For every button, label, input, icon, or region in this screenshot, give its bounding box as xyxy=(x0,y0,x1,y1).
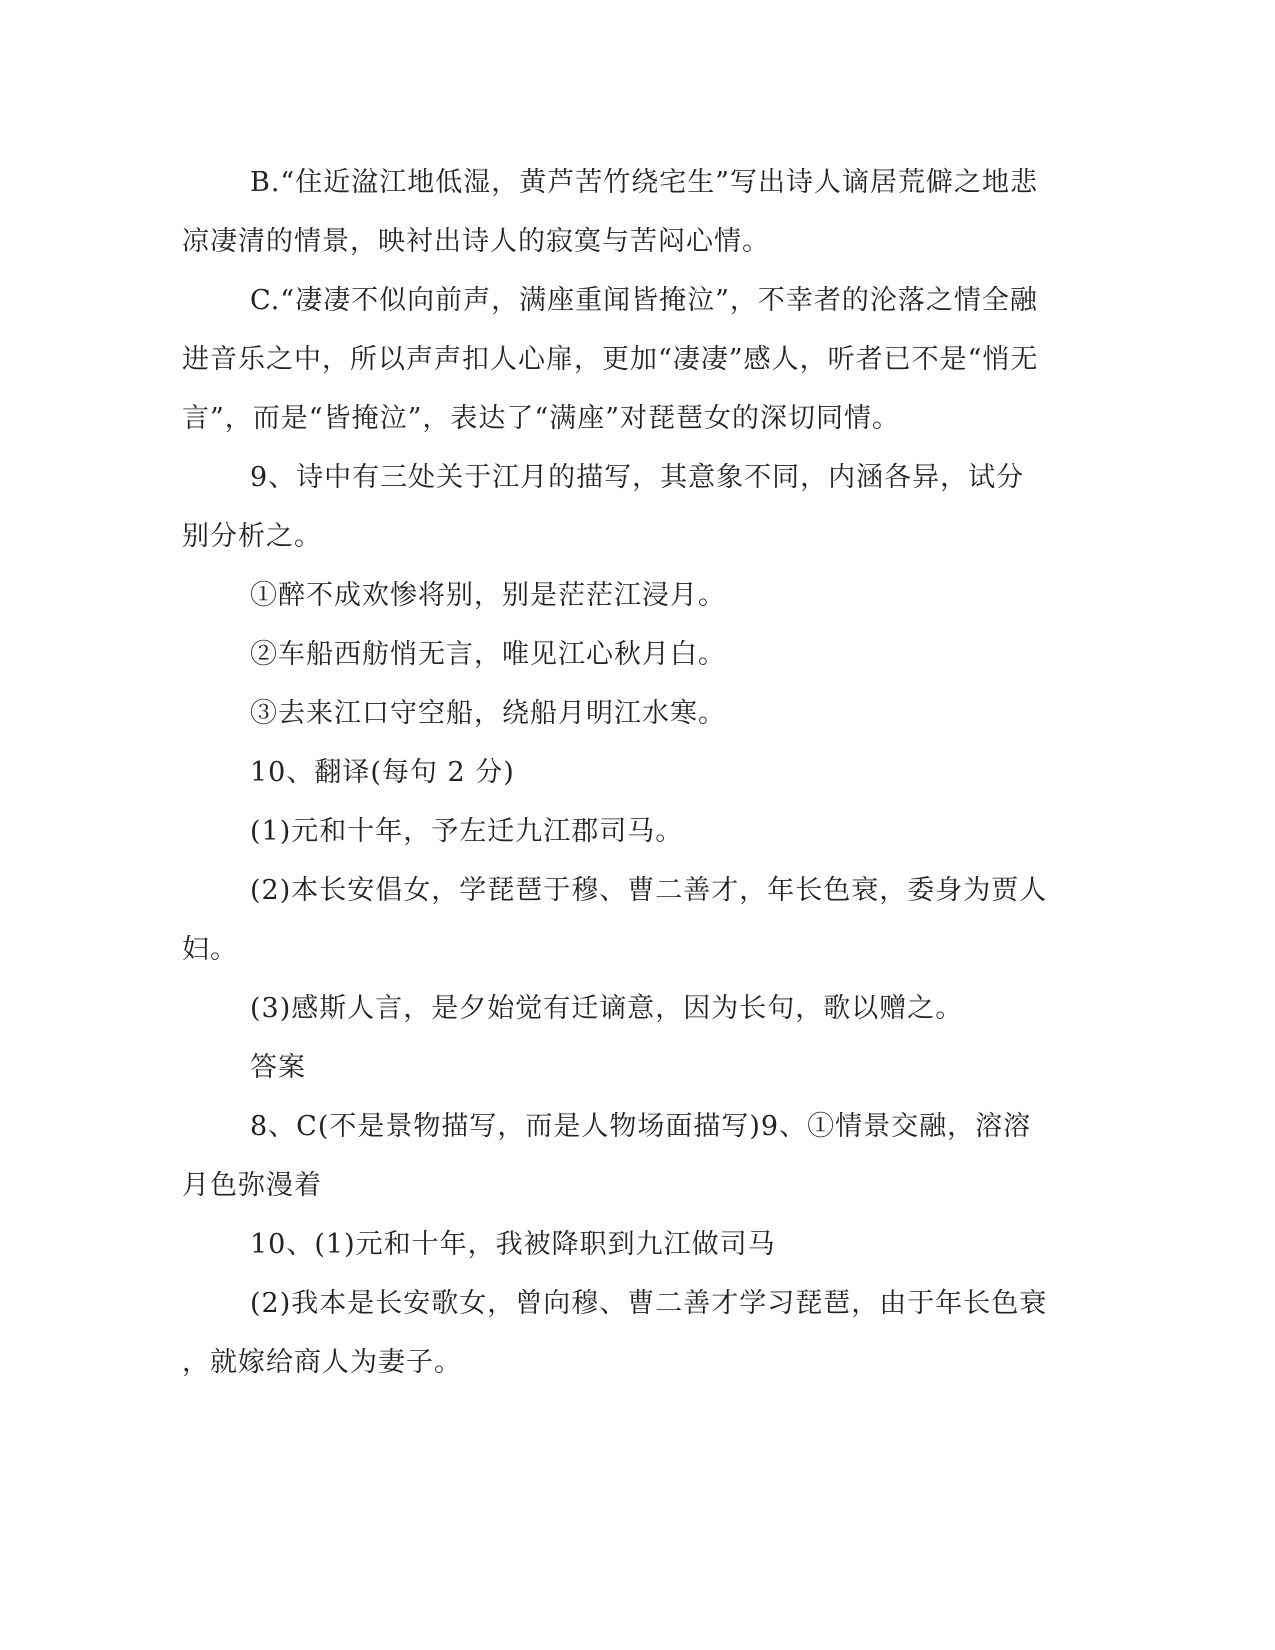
document-body xyxy=(182,153,1062,1392)
text-line: 月色弥漫着 xyxy=(182,1170,322,1201)
text-line: (1)元和十年，予左迁九江郡司马。 xyxy=(250,816,684,847)
text-line: 10、翻译(每句 2 分) xyxy=(250,757,515,788)
text-line: ③去来江口守空船，绕船月明江水寒。 xyxy=(250,698,726,729)
text-line: 进音乐之中，所以声声扣人心扉，更加“凄凄”感人，听者已不是“悄无 xyxy=(182,344,1039,375)
text-line: 别分析之。 xyxy=(182,521,322,552)
text-line: 凉凄清的情景，映衬出诗人的寂寞与苦闷心情。 xyxy=(182,226,770,257)
text-line: ，就嫁给商人为妻子。 xyxy=(182,1347,462,1378)
text-line: 言”，而是“皆掩泣”，表达了“满座”对琵琶女的深切同情。 xyxy=(182,403,901,434)
text-line: (3)感斯人言，是夕始觉有迁谪意，因为长句，歌以赠之。 xyxy=(250,993,964,1024)
text-line: 8、C(不是景物描写，而是人物场面描写)9、①情景交融，溶溶 xyxy=(250,1111,1032,1142)
text-line: (2)我本是长安歌女，曾向穆、曹二善才学习琵琶，由于年长色衰 xyxy=(250,1288,1048,1319)
text-line: 9、诗中有三处关于江月的描写，其意象不同，内涵各异，试分 xyxy=(250,462,1025,493)
text-line: ②车船西舫悄无言，唯见江心秋月白。 xyxy=(250,639,726,670)
text-line: B.“住近湓江地低湿，黄芦苦竹绕宅生”写出诗人谪居荒僻之地悲 xyxy=(250,167,1039,198)
text-line: C.“凄凄不似向前声，满座重闻皆掩泣”，不幸者的沦落之情全融 xyxy=(250,285,1038,316)
text-line: ①醉不成欢惨将别，别是茫茫江浸月。 xyxy=(250,580,726,611)
text-line: 妇。 xyxy=(182,934,238,965)
text-line: (2)本长安倡女，学琵琶于穆、曹二善才，年长色衰，委身为贾人 xyxy=(250,875,1048,906)
text-line: 答案 xyxy=(250,1052,306,1083)
text-line: 10、(1)元和十年，我被降职到九江做司马 xyxy=(250,1229,776,1260)
